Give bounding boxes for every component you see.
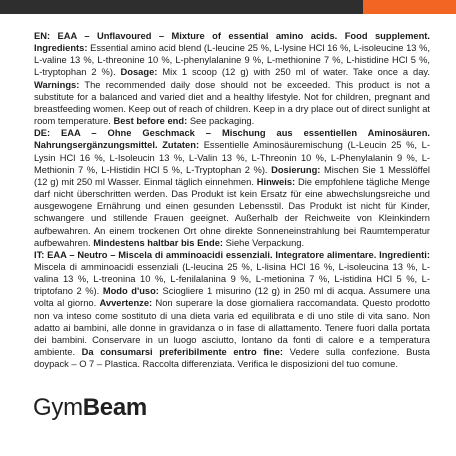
it-heading: IT: EAA – Neutro – Miscela di amminoacidi essenziali. Integratore alimentare. Ingredienti: [34,249,430,260]
en-dosage-label: Dosage: [120,67,158,78]
it-ingredients: Miscela di amminoacidi essenziali (L-leucina 25 %, L-lisina HCl 16 %, L-isoleucina 13 %, L-valina 13 %, L-treonina 10 %, L-fenilalanina 9 %, L-metionina 7 %, L-istidina HCl 5 %, L-triptofano 2 %). [34,261,430,297]
top-bar-orange-segment [363,0,456,14]
de-dosage-label: Dosierung: [271,164,321,175]
logo-beam-text: Beam [82,394,147,421]
en-best-before: See packaging. [189,116,255,127]
en-ingredients: Essential amino acid blend (L-leucine 25 %, L-lysine HCl 16 %, L-isoleucine 13 %, L-valine 13 %, L-threonine 10 %, L-phenylalanine 9 %, L-methionine 7 %, L-histidine HCl 5 %, L-tryptophan 2 %). [34,43,430,78]
it-warnings-label: Avvertenze: [99,298,153,309]
it-section [34,249,430,371]
de-best-before-label: Mindestens haltbar bis Ende: [93,237,224,248]
de-section [34,127,430,249]
en-heading: EN: EAA – Unflavoured – Mixture of essential amino acids. Food supplement. Ingredients: [34,31,430,54]
it-best-before: Vedere sulla confezione. Busta doypack – O 7 – Plastica. Raccolta differenziata. Verifica le disposizioni del tuo comune. [34,347,430,370]
top-bar-dark-segment [0,0,363,14]
en-dosage: Mix 1 scoop (12 g) with 250 ml of water. Take once a day. [162,67,430,78]
it-dosage-label: Modo d'uso: [102,286,159,297]
en-warnings-label: Warnings: [34,79,80,90]
en-best-before-label: Best before end: [113,116,188,127]
top-color-bar [0,0,456,14]
it-dosage: Sciogliere 1 misurino (12 g) in 250 ml di acqua. Assumere una volta al giorno. [34,286,430,309]
label-text-block [34,30,430,370]
gymbeam-logo [33,394,147,422]
de-heading: DE: EAA – Ohne Geschmack – Mischung aus essentiellen Aminosäuren. Nahrungsergänzungsmittel. Zutaten: [34,128,430,151]
en-warnings: The recommended daily dose should not be exceeded. This product is not a substitute for a balanced and varied diet and a healthy lifestyle. Not for children, pregnant and breastfeeding women. Keep out of reach of children. Keep in a dry place out of direct sunlight at room temperature. [34,79,430,127]
de-hints-label: Hinweis: [256,176,296,187]
de-ingredients: Essentielle Aminosäuremischung (L-Leucin 25 %, L-Lysin HCl 16 %, L-Isoleucin 13 %, L-Valin 13 %, L-Threonin 10 %, L-Phenylalanin 9 %, L-Methionin 7 %, L-Histidin HCl 5 %, L-Tryptophan 2 %). [34,140,430,175]
de-dosage: Mischen Sie 1 Messlöffel (12 g) mit 250 ml Wasser. Einmal täglich einnehmen. [34,164,430,187]
it-best-before-label: Da consumarsi preferibilmente entro fine: [81,347,284,358]
it-warnings: Non superare la dose giornaliera raccomandata. Questo prodotto non va inteso come sostituto di una dieta varia ed equilibrata e di uno stile di vita sano. Non adatto ai bambini, alle donne in gravidanza o in fase di allattamento. Tenere fuori dalla portata dei bambini. Conservare in un luogo asciutto, lontano da fonti di calore e a temperatura ambiente. [34,298,430,358]
de-best-before: Siehe Verpackung. [225,237,305,248]
de-hints: Die empfohlene tägliche Menge darf nicht überschritten werden. Das Produkt ist kein Ersatz für eine abwechslungsreiche und ausgewogene Ernährung und einen gesunden Lebensstil. Das Produkt ist nicht für Kinder, schwangere und stillende Frauen geeignet. Außerhalb der Reichweite von Kleinkindern aufbewahren. An einem trockenen Ort ohne direkte Sonneneinstrahlung bei Raumtemperatur aufbewahren. [34,176,430,248]
logo-gym-text: Gym [33,394,83,421]
en-section [34,30,430,127]
